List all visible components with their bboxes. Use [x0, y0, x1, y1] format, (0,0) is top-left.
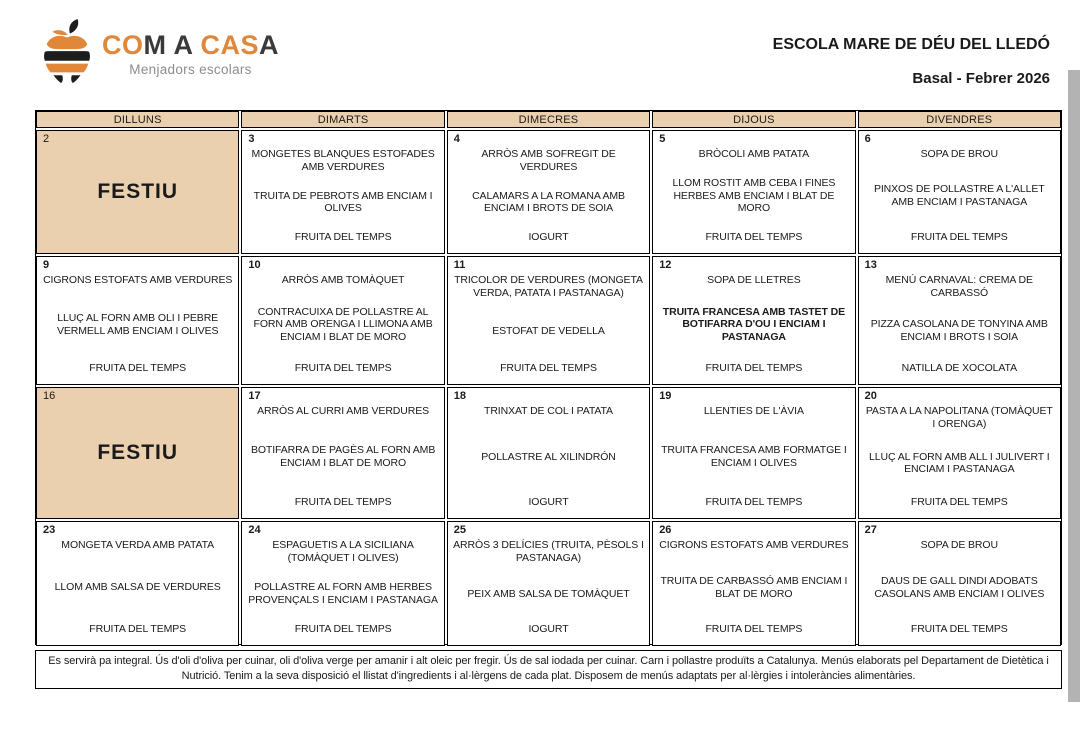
- day-cell-19: [652, 387, 855, 519]
- menu-dish: TRICOLOR DE VERDURES (MONGETA VERDA, PATATA I PASTANAGA): [454, 274, 643, 299]
- weekday-header: DIVENDRES: [858, 111, 1061, 128]
- dish-list: [242, 536, 443, 645]
- menu-dish: PIZZA CASOLANA DE TONYINA AMB ENCIAM I BROTS I SOIA: [870, 318, 1048, 343]
- menu-dish: LLUÇ AL FORN AMB OLI I PEBRE VERMELL AMB ENCIAM I OLIVES: [56, 311, 219, 337]
- day-cell-25: [447, 521, 650, 646]
- menu-dish: ARRÒS AMB TOMÀQUET: [281, 274, 405, 286]
- menu-dish: PINXOS DE POLLASTRE A L'ALLET AMB ENCIAM I PASTANAGA: [873, 183, 1045, 208]
- logo-text: [102, 32, 279, 77]
- logo-title-part-1: CO: [102, 30, 144, 60]
- menu-dish: BOTIFARRA DE PAGÈS AL FORN AMB ENCIAM I BLAT DE MORO: [250, 444, 436, 469]
- logo-title: [102, 32, 279, 59]
- day-cell-27: [858, 521, 1061, 646]
- dish-list: [242, 145, 443, 253]
- footer-note: Es servirà pa integral. Ús d'oli d'oliva per cuinar, oli d'oliva verge per amanir i alt oleic per fregir. Ús de sal iodada per cuinar. Carn i pollastre produïts a Catalunya. Menús elaborats pel Departament de Dietètica i Nutrició. Tenim a la seva disposició el llistat d'ingredients i al·lèrgens de cada plat. Disposem de menús adaptats per al·lèrgies i intoleràncies alimentàries.: [35, 650, 1062, 689]
- menu-dish: FRUITA DEL TEMPS: [294, 623, 392, 636]
- menu-dish: FRUITA DEL TEMPS: [294, 496, 392, 509]
- logo-title-part-2: M A: [143, 30, 201, 60]
- dish-list: [859, 145, 1060, 253]
- day-cell-4: [447, 130, 650, 254]
- dish-list: [448, 271, 649, 384]
- menu-dish: FRUITA DEL TEMPS: [705, 496, 803, 509]
- menu-dish: TRUITA DE CARBASSÓ AMB ENCIAM I BLAT DE MORO: [660, 574, 848, 600]
- logo-title-part-4: A: [259, 30, 280, 60]
- menu-dish: FRUITA DEL TEMPS: [89, 623, 187, 636]
- dish-list: [859, 402, 1060, 518]
- menu-edition: Basal - Febrer 2026: [912, 70, 1050, 87]
- menu-dish: FRUITA DEL TEMPS: [910, 623, 1008, 636]
- day-cell-6: [858, 130, 1061, 254]
- day-number: 19: [659, 390, 672, 402]
- day-number: 25: [453, 524, 467, 536]
- menu-dish: FRUITA DEL TEMPS: [705, 362, 803, 375]
- day-number: 13: [864, 259, 877, 271]
- day-number: 26: [659, 524, 672, 536]
- dish-list: [653, 536, 854, 645]
- menu-dish: MENÚ CARNAVAL: CREMA DE CARBASSÓ: [885, 274, 1033, 299]
- menu-dish: PASTA A LA NAPOLITANA (TOMÀQUET I ORENGA): [865, 405, 1053, 430]
- day-number: 2: [43, 133, 50, 145]
- menu-dish: FRUITA DEL TEMPS: [500, 362, 597, 375]
- menu-dish: FRUITA DEL TEMPS: [910, 496, 1008, 509]
- dish-list: [653, 145, 854, 253]
- logo-title-part-3: CAS: [200, 30, 260, 60]
- menu-dish: MONGETES BLANQUES ESTOFADES AMB VERDURES: [251, 148, 435, 173]
- day-cell-9: [36, 256, 239, 385]
- menu-dish: TRUITA DE PEBROTS AMB ENCIAM I OLIVES: [253, 189, 433, 215]
- menu-dish: LLENTIES DE L'ÀVIA: [703, 405, 804, 417]
- day-cell-3: [241, 130, 444, 254]
- menu-dish: ARRÒS AL CURRI AMB VERDURES: [257, 405, 430, 417]
- day-number: 23: [43, 524, 56, 536]
- day-cell-17: [241, 387, 444, 519]
- weekday-header: DIMECRES: [447, 111, 650, 128]
- day-number: 27: [864, 524, 877, 536]
- dish-list: [859, 271, 1060, 384]
- day-number: 3: [248, 133, 255, 145]
- menu-dish: IOGURT: [528, 231, 569, 244]
- school-name: ESCOLA MARE DE DÉU DEL LLEDÓ: [772, 36, 1050, 53]
- day-cell-12: [652, 256, 855, 385]
- day-cell-11: [447, 256, 650, 385]
- menu-dish: ESPAGUETIS A LA SICILIANA (TOMÀQUET I OLIVES): [272, 539, 414, 564]
- menu-dish: TRUITA FRANCESA AMB FORMATGE I ENCIAM I OLIVES: [661, 444, 847, 469]
- logo-subtitle: Menjadors escolars: [129, 62, 252, 77]
- dish-list: [653, 271, 854, 384]
- menu-dish: LLOM AMB SALSA DE VERDURES: [54, 581, 221, 594]
- menu-dish: BRÒCOLI AMB PATATA: [698, 148, 810, 160]
- day-number: 9: [43, 259, 50, 271]
- day-number: 4: [453, 133, 460, 145]
- day-cell-24: [241, 521, 444, 646]
- menu-dish: POLLASTRE AL FORN AMB HERBES PROVENÇALS I ENCIAM I PASTANAGA: [248, 581, 438, 606]
- dish-list: [448, 402, 649, 518]
- menu-calendar: [35, 110, 1062, 645]
- menu-dish: ARRÒS AMB SOFREGIT DE VERDURES: [481, 148, 616, 173]
- day-number: 18: [453, 390, 467, 402]
- menu-dish: FRUITA DEL TEMPS: [705, 231, 803, 244]
- dish-list: [37, 536, 238, 645]
- day-cell-2: [36, 130, 239, 254]
- weekday-header: DIMARTS: [241, 111, 444, 128]
- dish-list: [448, 536, 649, 645]
- day-number: 16: [43, 390, 56, 402]
- day-cell-13: [858, 256, 1061, 385]
- menu-dish: IOGURT: [528, 496, 569, 509]
- dish-list: [859, 536, 1060, 645]
- menu-dish: ESTOFAT DE VEDELLA: [492, 324, 605, 337]
- menu-dish: FRUITA DEL TEMPS: [705, 623, 803, 636]
- day-cell-20: [858, 387, 1061, 519]
- menu-dish: FRUITA DEL TEMPS: [89, 362, 187, 375]
- day-cell-16: [36, 387, 239, 519]
- menu-dish: NATILLA DE XOCOLATA: [901, 362, 1017, 375]
- dish-list: [448, 145, 649, 253]
- day-number: 17: [248, 390, 261, 402]
- menu-dish: CIGRONS ESTOFATS AMB VERDURES: [659, 539, 849, 551]
- day-number: 20: [864, 390, 877, 402]
- menu-dish: DAUS DE GALL DINDI ADOBATS CASOLANS AMB ENCIAM I OLIVES: [874, 574, 1045, 600]
- menu-dish: FRUITA DEL TEMPS: [294, 231, 392, 244]
- menu-dish: CIGRONS ESTOFATS AMB VERDURES: [43, 274, 233, 286]
- day-number: 10: [248, 259, 261, 271]
- menu-dish: SOPA DE BROU: [920, 539, 998, 551]
- menu-dish: FRUITA DEL TEMPS: [294, 362, 392, 375]
- holiday-label: FESTIU: [97, 441, 179, 464]
- dish-list: [242, 402, 443, 518]
- menu-dish: MONGETA VERDA AMB PATATA: [61, 539, 215, 551]
- menu-dish: LLUÇ AL FORN AMB ALL I JULIVERT I ENCIAM I PASTANAGA: [869, 450, 1050, 476]
- weekday-header: DIJOUS: [652, 111, 855, 128]
- menu-dish: IOGURT: [528, 623, 569, 636]
- day-number: 11: [453, 259, 466, 271]
- logo: [38, 18, 279, 88]
- day-cell-23: [36, 521, 239, 646]
- menu-dish: POLLASTRE AL XILINDRÓN: [481, 450, 616, 463]
- menu-dish: CONTRACUIXA DE POLLASTRE AL FORN AMB ORENGA I LLIMONA AMB ENCIAM I BLAT DE MORO: [253, 305, 433, 343]
- day-number: 12: [659, 259, 672, 271]
- menu-dish: TRUITA FRANCESA AMB TASTET DE BOTIFARRA D'OU I ENCIAM I PASTANAGA: [662, 305, 845, 343]
- menu-dish: ARRÒS 3 DELÍCIES (TRUITA, PÈSOLS I PASTANAGA): [453, 539, 644, 564]
- holiday-label: FESTIU: [97, 180, 179, 203]
- menu-dish: PEIX AMB SALSA DE TOMÀQUET: [467, 587, 630, 600]
- dish-list: [653, 402, 854, 518]
- menu-dish: CALAMARS A LA ROMANA AMB ENCIAM I BROTS DE SOIA: [472, 189, 625, 215]
- day-number: 5: [659, 133, 666, 145]
- menu-dish: LLOM ROSTIT AMB CEBA I FINES HERBES AMB ENCIAM I BLAT DE MORO: [672, 177, 836, 215]
- day-number: 6: [864, 133, 871, 145]
- day-number: 24: [248, 524, 261, 536]
- weekday-header: DILLUNS: [36, 111, 239, 128]
- menu-dish: TRINXAT DE COL I PATATA: [484, 405, 613, 417]
- dish-list: [242, 271, 443, 384]
- vertical-scrollbar[interactable]: [1068, 70, 1080, 702]
- menu-dish: SOPA DE BROU: [920, 148, 998, 160]
- day-cell-18: [447, 387, 650, 519]
- menu-dish: SOPA DE LLETRES: [707, 274, 801, 286]
- apple-logo-icon: [38, 18, 96, 88]
- day-cell-26: [652, 521, 855, 646]
- dish-list: [37, 271, 238, 384]
- day-cell-5: [652, 130, 855, 254]
- menu-dish: FRUITA DEL TEMPS: [910, 231, 1008, 244]
- day-cell-10: [241, 256, 444, 385]
